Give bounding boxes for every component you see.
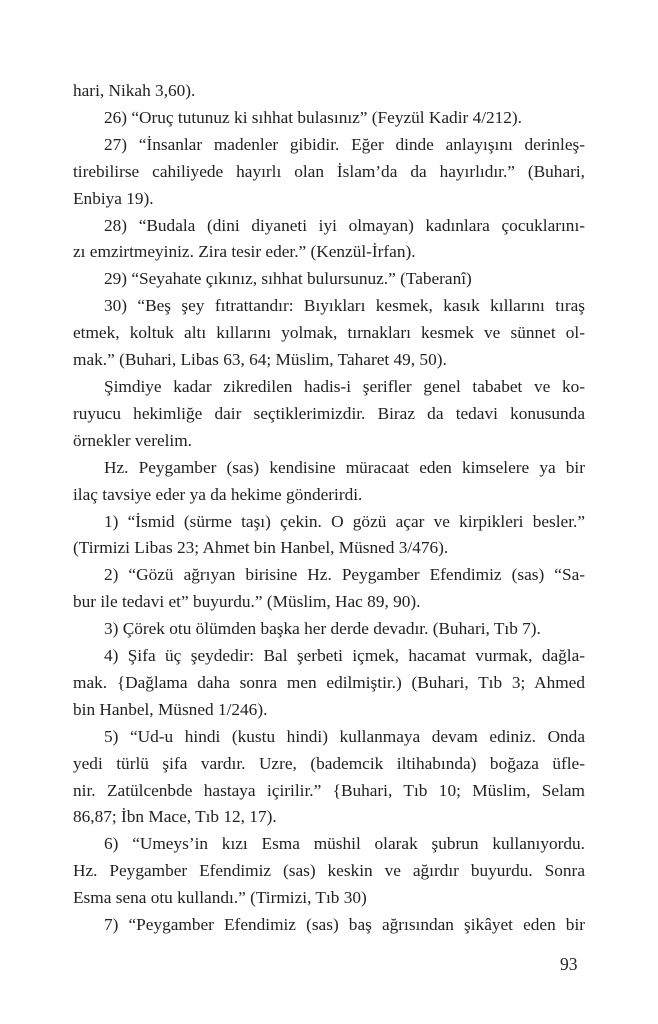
text-line: ilaç tavsiye eder ya da hekime gönderirdi. [73, 484, 363, 504]
text-line: 4) Şifa üç şeydedir: Bal şerbeti içmek, hacamat vurmak, dağla- [104, 646, 585, 666]
text-line: bur ile tedavi et” buyurdu.” (Müslim, Hac 89, 90). [73, 592, 421, 612]
text-line: yedi türlü şifa vardır. Uzre, (bademcik iltihabında) boğaza üfle- [73, 753, 585, 773]
text-line: tirebilirse cahiliyede hayırlı olan İslam’da da hayırlıdır.” (Buhari, [73, 161, 585, 181]
text-line: 30) “Beş şey fıtrattandır: Bıyıkları kesmek, kasık kıllarını tıraş [104, 296, 585, 316]
page-body [73, 78, 585, 939]
text-line: 7) “Peygamber Efendimiz (sas) baş ağrısından şikâyet eden bir [104, 915, 585, 935]
text-line: nir. Zatülcenbde hastaya içirilir.” {Buhari, Tıb 10; Müslim, Selam [73, 780, 585, 800]
paragraph [73, 105, 585, 132]
text-line: 26) “Oruç tutunuz ki sıhhat bulasınız” (Feyzül Kadir 4/212). [104, 107, 523, 127]
paragraph [73, 643, 585, 724]
text-line: 86,87; İbn Mace, Tıb 12, 17). [73, 807, 277, 827]
text-line: mak.” (Buhari, Libas 63, 64; Müslim, Taharet 49, 50). [73, 350, 447, 370]
paragraph [73, 562, 585, 616]
paragraph [73, 912, 585, 939]
text-line: 1) “İsmid (sürme taşı) çekin. O gözü açar ve kirpikleri besler.” [104, 511, 585, 531]
text-line: Enbiya 19). [73, 188, 154, 208]
paragraph [73, 293, 585, 374]
text-line: örnekler verelim. [73, 430, 192, 450]
text-line: 27) “İnsanlar madenler gibidir. Eğer dinde anlayışını derinleş- [104, 134, 585, 154]
paragraph [73, 266, 585, 293]
paragraph [73, 374, 585, 455]
paragraph [73, 831, 585, 912]
text-line: 29) “Seyahate çıkınız, sıhhat bulursunuz.” (Taberanî) [104, 269, 472, 289]
text-line: 3) Çörek otu ölümden başka her derde devadır. (Buhari, Tıb 7). [104, 619, 541, 639]
text-line: 5) “Ud-u hindi (kustu hindi) kullanmaya devam ediniz. Onda [104, 726, 585, 746]
paragraph [73, 78, 585, 105]
page-number: 93 [560, 954, 578, 974]
paragraph [73, 616, 585, 643]
paragraph [73, 213, 585, 267]
text-line: zı emzirtmeyiniz. Zira tesir eder.” (Kenzül-İrfan). [73, 242, 416, 262]
text-line: 6) “Umeys’in kızı Esma müshil olarak şubrun kullanıyordu. [104, 834, 585, 854]
text-line: etmek, koltuk altı kıllarını yolmak, tırnakları kesmek ve sünnet ol- [73, 323, 585, 343]
paragraph [73, 724, 585, 832]
text-line: (Tirmizi Libas 23; Ahmet bin Hanbel, Müsned 3/476). [73, 538, 449, 558]
text-line: 28) “Budala (dini diyaneti iyi olmayan) kadınlara çocuklarını- [104, 215, 585, 235]
text-line: Hz. Peygamber Efendimiz (sas) keskin ve ağırdır buyurdu. Sonra [73, 861, 585, 881]
paragraph [73, 509, 585, 563]
text-line: 2) “Gözü ağrıyan birisine Hz. Peygamber Efendimiz (sas) “Sa- [104, 565, 585, 585]
text-line: mak. {Dağlama daha sonra men edilmiştir.) (Buhari, Tıb 3; Ahmed [73, 672, 585, 692]
paragraph [73, 132, 585, 213]
text-line: bin Hanbel, Müsned 1/246). [73, 699, 268, 719]
paragraph [73, 455, 585, 509]
text-line: ruyucu hekimliğe dair seçtiklerimizdir. Biraz da tedavi konusunda [73, 403, 585, 423]
text-line: hari, Nikah 3,60). [73, 81, 196, 100]
text-line: Esma sena otu kullandı.” (Tirmizi, Tıb 30) [73, 888, 367, 908]
text-line: Hz. Peygamber (sas) kendisine müracaat eden kimselere ya bir [104, 457, 585, 477]
text-line: Şimdiye kadar zikredilen hadis-i şerifler genel tababet ve ko- [104, 376, 585, 396]
